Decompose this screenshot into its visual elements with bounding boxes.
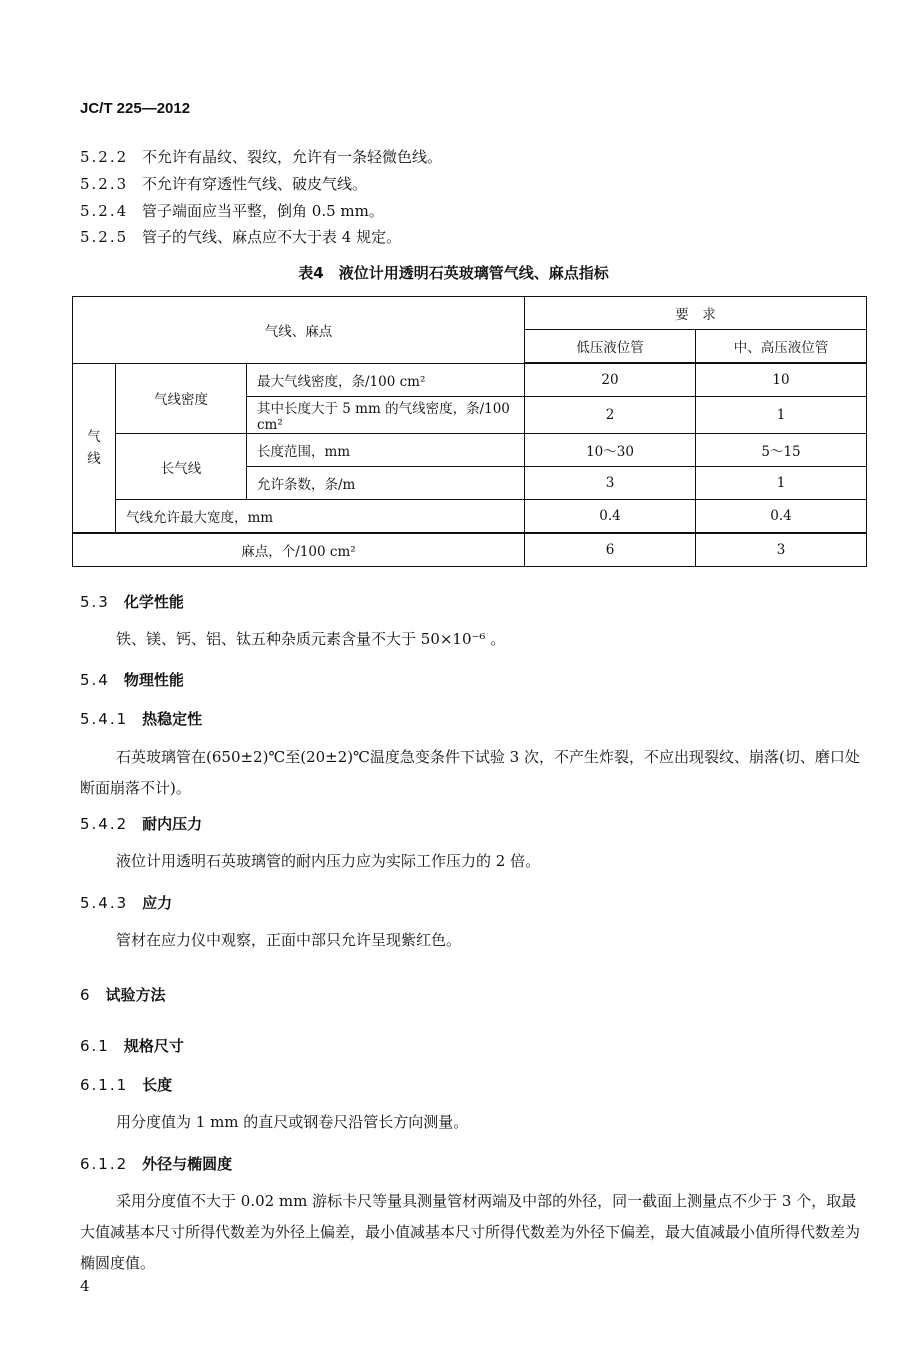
cell-high: 1 [696,397,867,434]
heading-6-1-2 [80,1153,232,1174]
heading-number: 5.4.1 [80,710,129,728]
heading-title: 耐内压力 [142,815,203,833]
cell-low: 20 [525,363,696,397]
clause-text: 管子端面应当平整，倒角 0.5 mm。 [142,202,384,220]
heading-title: 应力 [142,894,173,912]
clause-number: 5.2.5 [80,228,129,246]
paragraph-5-4-3: 管材在应力仪中观察，正面中部只允许呈现紫红色。 [116,931,462,949]
row-label: 允许条数，条/m [247,467,525,500]
standard-code: JC/T 225—2012 [80,100,191,117]
page-number: 4 [80,1277,90,1295]
clause-text: 管子的气线、麻点应不大于表 4 规定。 [142,228,402,246]
cell-low: 0.4 [525,500,696,534]
paragraph-6-1-2: 采用分度值不大于 0.02 mm 游标卡尺等量具测量管材两端及中部的外径，同一截面上测量点不少于 3 个，取最大值减基本尺寸所得代数差为外径上偏差，最小值减基本尺寸所得代数差为外径下偏差，最大值减最小值所得代数差为椭圆度值。 [80,1192,861,1272]
clause-number: 5.2.3 [80,175,129,193]
cell-low: 2 [525,397,696,434]
heading-6-1 [80,1035,184,1056]
heading-title: 化学性能 [123,593,184,611]
heading-title: 试验方法 [105,986,166,1004]
cell-high: 5～15 [696,434,867,467]
cell-high: 10 [696,363,867,397]
header-requirement: 要 求 [525,297,867,330]
heading-5-4-3 [80,892,172,913]
clause-number: 5.2.2 [80,148,129,166]
clause-text: 不允许有穿透性气线、破皮气线。 [142,175,368,193]
heading-title: 物理性能 [123,671,184,689]
heading-6 [80,984,166,1005]
sub-label-long: 长气线 [116,434,247,500]
header-low-pressure: 低压液位管 [525,330,696,364]
paragraph-5-4-1: 石英玻璃管在(650±2)℃至(20±2)℃温度急变条件下试验 3 次，不产生炸裂，不应出现裂纹、崩落(切、磨口处断面崩落不计)。 [80,748,860,797]
heading-5-4-2 [80,813,202,834]
cell-high: 1 [696,467,867,500]
row-label: 最大气线密度，条/100 cm² [247,363,525,397]
heading-number: 5.3 [80,593,110,611]
paragraph-5-3: 铁、镁、钙、铝、钛五种杂质元素含量不大于 50×10⁻⁶ 。 [116,630,506,648]
row-label: 长度范围，mm [247,434,525,467]
group-label-qixian: 气 线 [73,363,116,533]
cell-high: 0.4 [696,500,867,534]
heading-number: 5.4.2 [80,815,129,833]
heading-number: 5.4 [80,671,110,689]
cell-high: 3 [696,533,867,567]
heading-5-3 [80,591,184,612]
paragraph-5-4-2: 液位计用透明石英玻璃管的耐内压力应为实际工作压力的 2 倍。 [116,852,541,870]
heading-5-4 [80,669,184,690]
row-label: 气线允许最大宽度，mm [116,500,525,534]
clause-5-2-5 [80,226,401,247]
clause-5-2-4 [80,200,384,221]
spec-table [72,296,867,567]
table-row [73,434,867,467]
sub-label-density: 气线密度 [116,363,247,434]
heading-number: 6.1 [80,1037,110,1055]
clause-5-2-3 [80,173,367,194]
clause-number: 5.2.4 [80,202,129,220]
heading-title: 外径与椭圆度 [142,1155,233,1173]
table-caption: 表4 液位计用透明石英玻璃管气线、麻点指标 [298,264,609,282]
heading-number: 5.4.3 [80,894,129,912]
cell-low: 6 [525,533,696,567]
heading-6-1-1 [80,1074,172,1095]
header-item: 气线、麻点 [73,297,525,364]
heading-number: 6.1.2 [80,1155,129,1173]
heading-title: 长度 [142,1076,173,1094]
paragraph-6-1-1: 用分度值为 1 mm 的直尺或钢卷尺沿管长方向测量。 [116,1113,469,1131]
heading-title: 热稳定性 [142,710,203,728]
heading-5-4-1 [80,708,202,729]
table-row [73,533,867,567]
table-row [73,363,867,397]
heading-number: 6.1.1 [80,1076,129,1094]
row-label: 麻点，个/100 cm² [73,533,525,567]
table-row [73,500,867,534]
heading-number: 6 [80,986,92,1004]
clause-5-2-2 [80,146,442,167]
heading-title: 规格尺寸 [123,1037,184,1055]
row-label: 其中长度大于 5 mm 的气线密度，条/100 cm² [247,397,525,434]
clause-text: 不允许有晶纹、裂纹，允许有一条轻微色线。 [142,148,443,166]
cell-low: 10～30 [525,434,696,467]
cell-low: 3 [525,467,696,500]
header-mid-high-pressure: 中、高压液位管 [696,330,867,364]
